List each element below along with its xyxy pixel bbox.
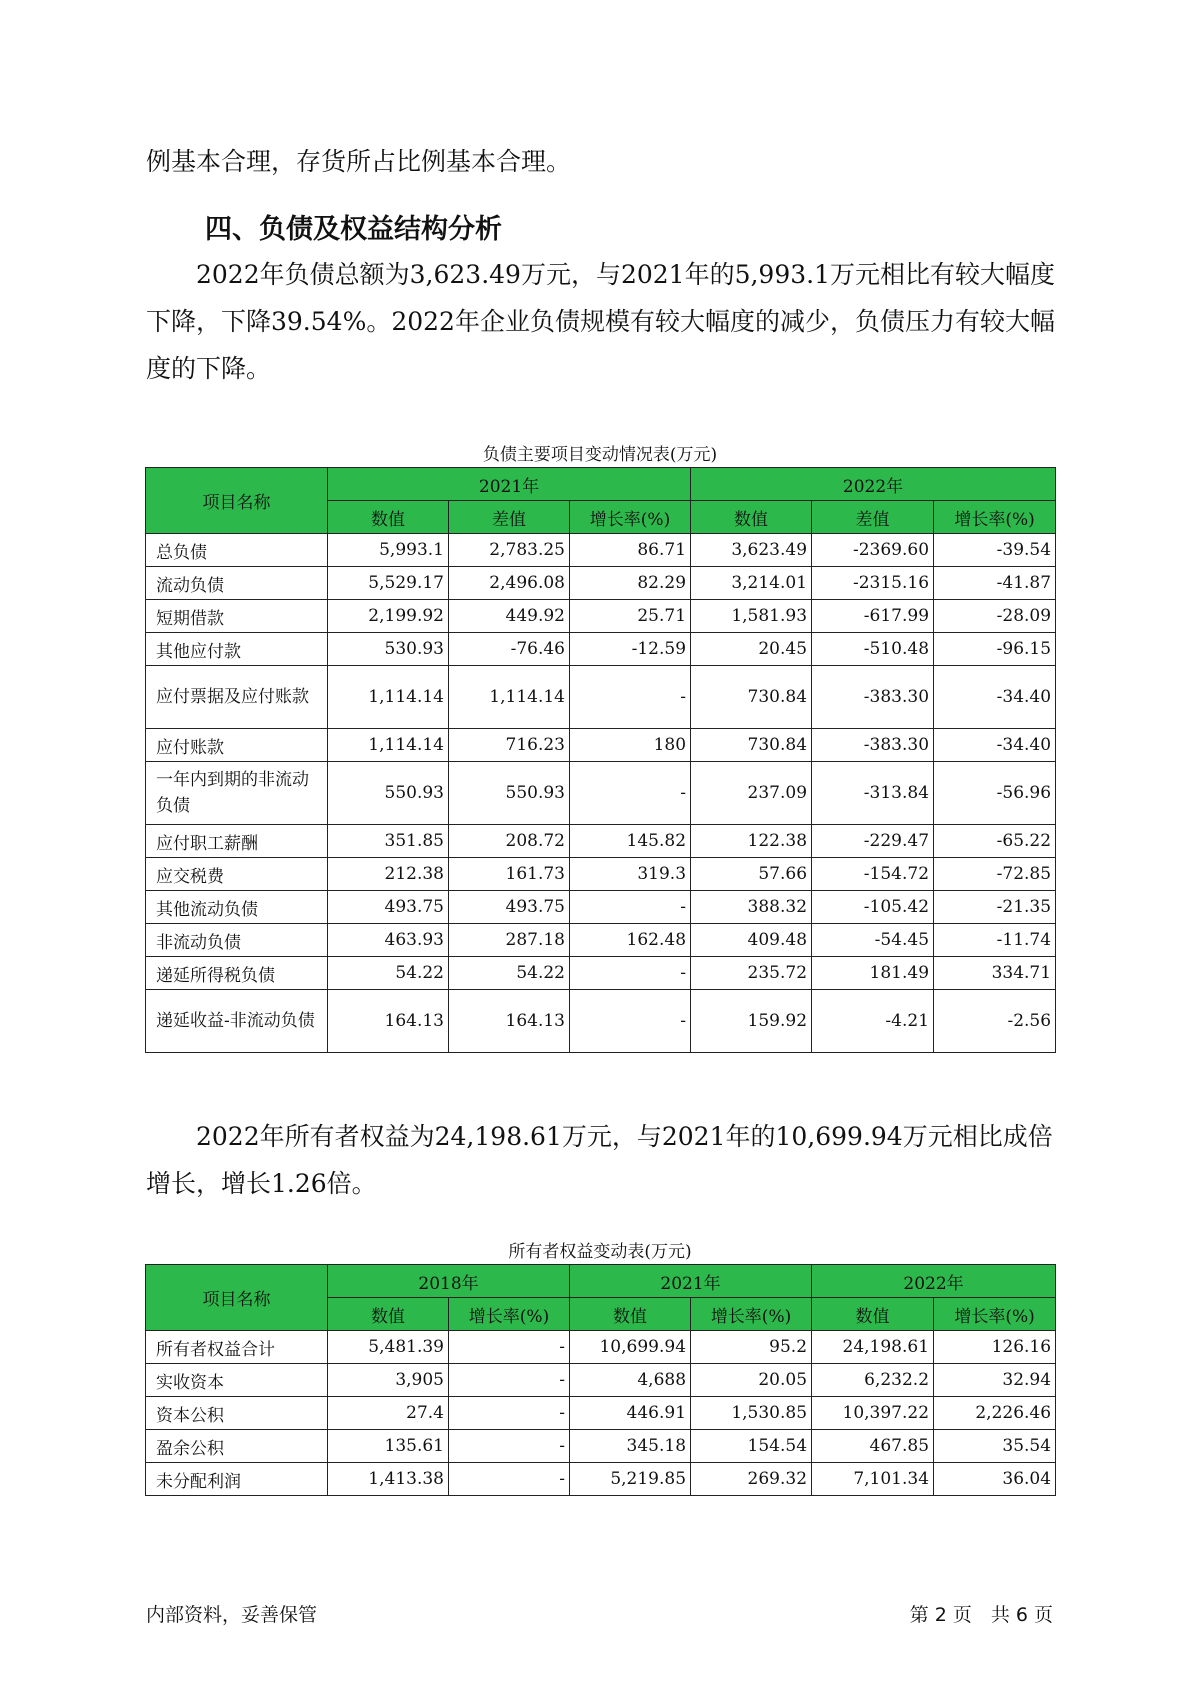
header-col: 增长率(%) — [449, 1298, 570, 1331]
row-name: 非流动负债 — [146, 924, 328, 957]
table-cell: 287.18 — [449, 924, 570, 957]
table-row — [146, 729, 1056, 762]
table-cell: 10,397.22 — [812, 1397, 934, 1430]
table-cell: 159.92 — [691, 990, 812, 1053]
paragraph-equity: 2022年所有者权益为24,198.61万元，与2021年的10,699.94万元相比成倍增长，增长1.26倍。 — [146, 1122, 1053, 1198]
table-cell: - — [570, 990, 691, 1053]
row-name: 递延所得税负债 — [146, 957, 328, 990]
table-cell: -12.59 — [570, 633, 691, 666]
table-cell: 269.32 — [691, 1463, 812, 1496]
table2-caption: 所有者权益变动表(万元) — [508, 1242, 692, 1262]
header-year: 2022年 — [812, 1265, 1056, 1298]
header-year: 2021年 — [328, 468, 691, 501]
table-cell: 24,198.61 — [812, 1331, 934, 1364]
table-cell: 162.48 — [570, 924, 691, 957]
table-cell: -54.45 — [812, 924, 934, 957]
table-cell: 86.71 — [570, 534, 691, 567]
table-cell: 5,481.39 — [328, 1331, 449, 1364]
table-cell: 493.75 — [449, 891, 570, 924]
table-row — [146, 1364, 1056, 1397]
table-cell: 345.18 — [570, 1430, 691, 1463]
table-cell: 5,993.1 — [328, 534, 449, 567]
table-cell: -313.84 — [812, 762, 934, 825]
header-year: 2022年 — [691, 468, 1056, 501]
row-name: 未分配利润 — [146, 1463, 328, 1496]
row-name: 其他流动负债 — [146, 891, 328, 924]
table-cell: 550.93 — [328, 762, 449, 825]
table-cell: 212.38 — [328, 858, 449, 891]
table-cell: 463.93 — [328, 924, 449, 957]
row-name: 流动负债 — [146, 567, 328, 600]
table-cell: -11.74 — [934, 924, 1056, 957]
table-row — [146, 1397, 1056, 1430]
table-cell: 164.13 — [328, 990, 449, 1053]
header-item-name: 项目名称 — [146, 468, 328, 534]
table-row — [146, 567, 1056, 600]
table-cell: 493.75 — [328, 891, 449, 924]
table-cell: 25.71 — [570, 600, 691, 633]
table-cell: 145.82 — [570, 825, 691, 858]
table-cell: - — [570, 762, 691, 825]
header-col: 数值 — [328, 501, 449, 534]
table-cell: 730.84 — [691, 729, 812, 762]
row-name: 递延收益-非流动负债 — [146, 990, 328, 1053]
row-name: 应付票据及应付账款 — [146, 666, 328, 729]
table-cell: 446.91 — [570, 1397, 691, 1430]
table-cell: -34.40 — [934, 729, 1056, 762]
table-cell: 1,413.38 — [328, 1463, 449, 1496]
table-cell: -229.47 — [812, 825, 934, 858]
table-row — [146, 1463, 1056, 1496]
table-cell: 180 — [570, 729, 691, 762]
row-name: 短期借款 — [146, 600, 328, 633]
table-cell: -28.09 — [934, 600, 1056, 633]
table-cell: 530.93 — [328, 633, 449, 666]
row-name: 资本公积 — [146, 1397, 328, 1430]
table-cell: 1,530.85 — [691, 1397, 812, 1430]
table-cell: - — [449, 1397, 570, 1430]
table-cell: 235.72 — [691, 957, 812, 990]
table-cell: 161.73 — [449, 858, 570, 891]
table-row — [146, 1430, 1056, 1463]
table-cell: -2369.60 — [812, 534, 934, 567]
table-cell: 1,114.14 — [328, 666, 449, 729]
header-item-name: 项目名称 — [146, 1265, 328, 1331]
table-cell: 2,226.46 — [934, 1397, 1056, 1430]
table-cell: 730.84 — [691, 666, 812, 729]
table-cell: 154.54 — [691, 1430, 812, 1463]
table-cell: 20.05 — [691, 1364, 812, 1397]
paragraph-continued: 例基本合理，存货所占比例基本合理。 — [146, 147, 572, 176]
table-cell: 2,783.25 — [449, 534, 570, 567]
table-cell: 135.61 — [328, 1430, 449, 1463]
table-row — [146, 858, 1056, 891]
table-cell: 1,114.14 — [449, 666, 570, 729]
table-row — [146, 990, 1056, 1053]
table-cell: 5,219.85 — [570, 1463, 691, 1496]
equity-table — [145, 1264, 1056, 1496]
table-cell: 95.2 — [691, 1331, 812, 1364]
table-cell: -96.15 — [934, 633, 1056, 666]
table-cell: 467.85 — [812, 1430, 934, 1463]
table-cell: 550.93 — [449, 762, 570, 825]
header-col: 增长率(%) — [934, 501, 1056, 534]
table-cell: -4.21 — [812, 990, 934, 1053]
table-cell: 164.13 — [449, 990, 570, 1053]
table-cell: 208.72 — [449, 825, 570, 858]
liabilities-table — [145, 467, 1056, 1053]
table-cell: 2,199.92 — [328, 600, 449, 633]
table-cell: 126.16 — [934, 1331, 1056, 1364]
footer-confidential: 内部资料，妥善保管 — [146, 1604, 318, 1626]
table-cell: -39.54 — [934, 534, 1056, 567]
table-cell: 54.22 — [449, 957, 570, 990]
row-name: 其他应付款 — [146, 633, 328, 666]
header-col: 数值 — [328, 1298, 449, 1331]
table-cell: - — [449, 1364, 570, 1397]
table-cell: 54.22 — [328, 957, 449, 990]
header-col: 差值 — [449, 501, 570, 534]
table-cell: 35.54 — [934, 1430, 1056, 1463]
row-name: 应付账款 — [146, 729, 328, 762]
table-cell: - — [449, 1430, 570, 1463]
table-cell: -617.99 — [812, 600, 934, 633]
table-cell: 334.71 — [934, 957, 1056, 990]
header-col: 增长率(%) — [570, 501, 691, 534]
table-cell: 351.85 — [328, 825, 449, 858]
table-cell: 716.23 — [449, 729, 570, 762]
table-cell: - — [449, 1331, 570, 1364]
header-col: 数值 — [812, 1298, 934, 1331]
table-cell: 388.32 — [691, 891, 812, 924]
table-cell: 3,905 — [328, 1364, 449, 1397]
header-year: 2018年 — [328, 1265, 570, 1298]
header-col: 增长率(%) — [691, 1298, 812, 1331]
header-year: 2021年 — [570, 1265, 812, 1298]
table-row — [146, 1331, 1056, 1364]
table-cell: -2.56 — [934, 990, 1056, 1053]
table-cell: 122.38 — [691, 825, 812, 858]
table-cell: -41.87 — [934, 567, 1056, 600]
table-cell: -383.30 — [812, 729, 934, 762]
row-name: 应交税费 — [146, 858, 328, 891]
row-name: 盈余公积 — [146, 1430, 328, 1463]
table-cell: - — [570, 891, 691, 924]
table-cell: -76.46 — [449, 633, 570, 666]
header-col: 数值 — [570, 1298, 691, 1331]
table-cell: 449.92 — [449, 600, 570, 633]
header-col: 差值 — [812, 501, 934, 534]
table-cell: -510.48 — [812, 633, 934, 666]
table-cell: 3,623.49 — [691, 534, 812, 567]
table-row — [146, 957, 1056, 990]
section-heading: 四、负债及权益结构分析 — [205, 214, 502, 245]
table-cell: -56.96 — [934, 762, 1056, 825]
table-row — [146, 924, 1056, 957]
table-cell: 57.66 — [691, 858, 812, 891]
table-cell: -105.42 — [812, 891, 934, 924]
table-row — [146, 633, 1056, 666]
paragraph-liabilities: 2022年负债总额为3,623.49万元，与2021年的5,993.1万元相比有较大幅度下降，下降39.54%。2022年企业负债规模有较大幅度的减少，负债压力有较大幅度的下降。 — [146, 260, 1055, 383]
row-name: 应付职工薪酬 — [146, 825, 328, 858]
table-cell: 82.29 — [570, 567, 691, 600]
row-name: 总负债 — [146, 534, 328, 567]
header-col: 增长率(%) — [934, 1298, 1056, 1331]
table-row — [146, 534, 1056, 567]
table-row — [146, 600, 1056, 633]
table-cell: 181.49 — [812, 957, 934, 990]
table-cell: -21.35 — [934, 891, 1056, 924]
table-row — [146, 666, 1056, 729]
table-cell: 7,101.34 — [812, 1463, 934, 1496]
table-cell: - — [449, 1463, 570, 1496]
table-cell: 237.09 — [691, 762, 812, 825]
table-cell: -72.85 — [934, 858, 1056, 891]
table-row — [146, 825, 1056, 858]
footer-page-number: 第 2 页 共 6 页 — [909, 1604, 1053, 1626]
table-cell: 1,114.14 — [328, 729, 449, 762]
table-cell: -65.22 — [934, 825, 1056, 858]
table-cell: - — [570, 957, 691, 990]
table-cell: 319.3 — [570, 858, 691, 891]
table-cell: 32.94 — [934, 1364, 1056, 1397]
table-cell: - — [570, 666, 691, 729]
table-cell: 20.45 — [691, 633, 812, 666]
table-cell: 36.04 — [934, 1463, 1056, 1496]
row-name: 所有者权益合计 — [146, 1331, 328, 1364]
table-cell: 1,581.93 — [691, 600, 812, 633]
table1-caption: 负债主要项目变动情况表(万元) — [482, 445, 718, 465]
table-cell: -34.40 — [934, 666, 1056, 729]
table-cell: -383.30 — [812, 666, 934, 729]
table-cell: 2,496.08 — [449, 567, 570, 600]
row-name: 一年内到期的非流动负债 — [146, 762, 328, 825]
header-col: 数值 — [691, 501, 812, 534]
table-cell: 4,688 — [570, 1364, 691, 1397]
table-cell: 27.4 — [328, 1397, 449, 1430]
table-row — [146, 891, 1056, 924]
table-cell: 6,232.2 — [812, 1364, 934, 1397]
row-name: 实收资本 — [146, 1364, 328, 1397]
table-cell: 5,529.17 — [328, 567, 449, 600]
table-cell: -154.72 — [812, 858, 934, 891]
table-cell: 10,699.94 — [570, 1331, 691, 1364]
table-cell: 409.48 — [691, 924, 812, 957]
table-row — [146, 762, 1056, 825]
table-cell: -2315.16 — [812, 567, 934, 600]
table-cell: 3,214.01 — [691, 567, 812, 600]
